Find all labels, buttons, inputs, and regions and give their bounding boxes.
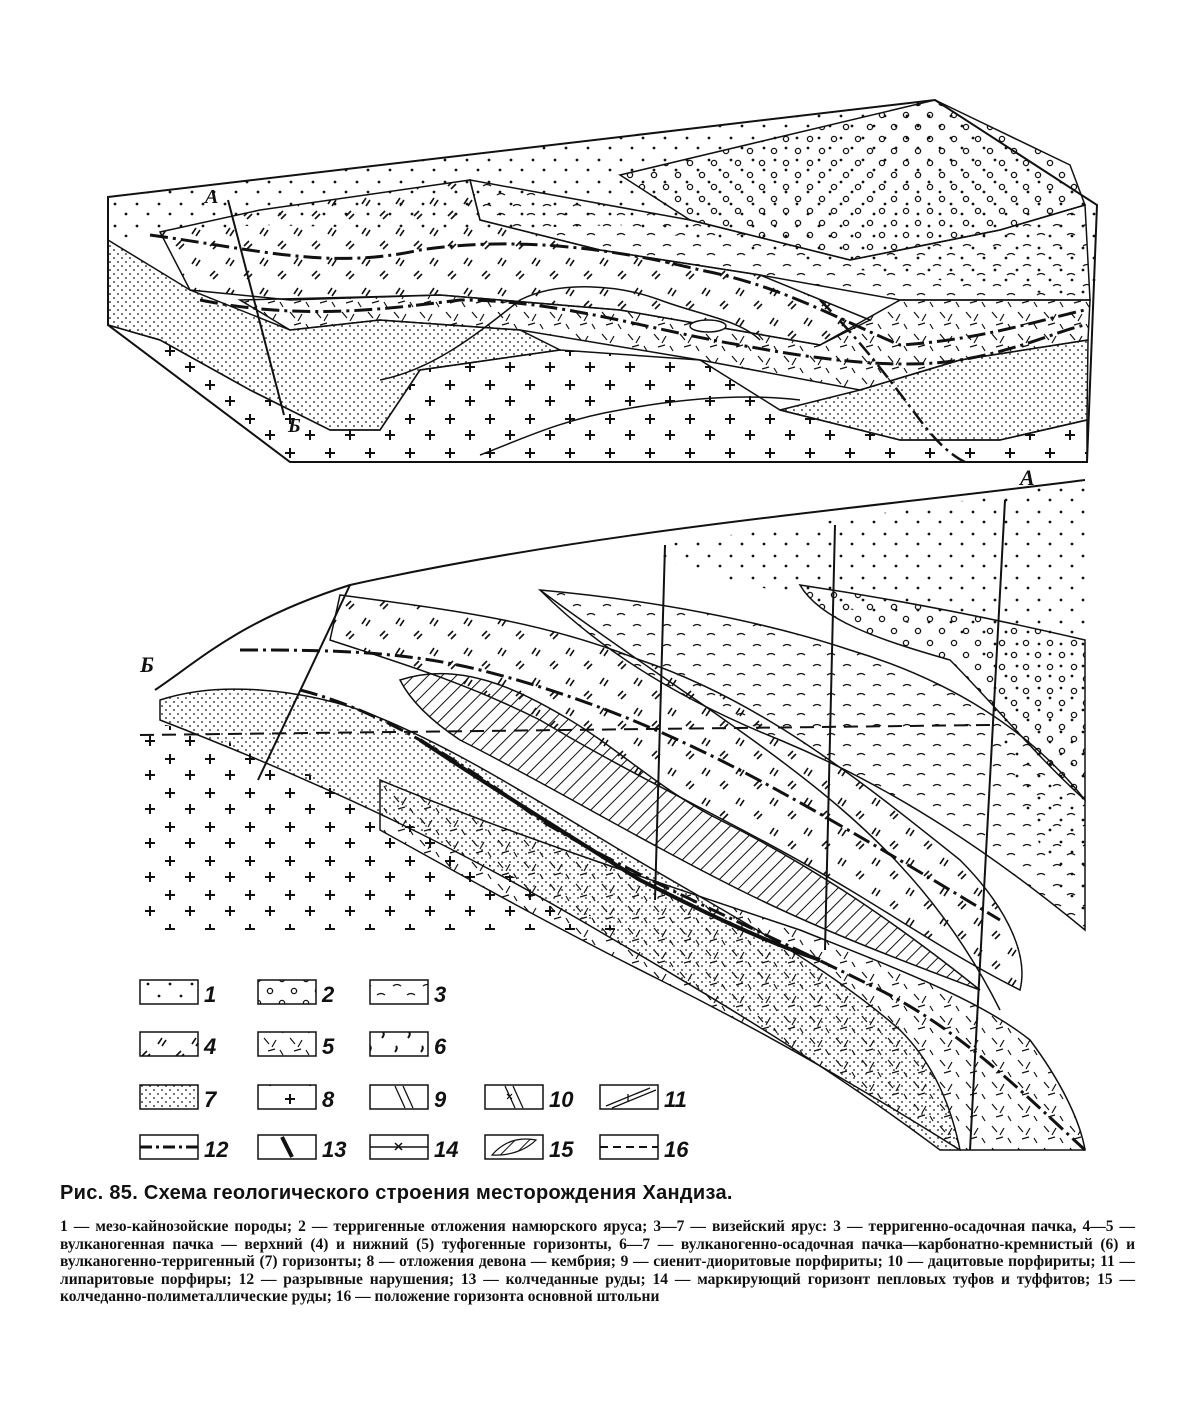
section-label-b: Б [140, 652, 154, 677]
legend-item-9 [370, 1085, 447, 1112]
legend-item-12 [140, 1135, 229, 1162]
legend-item-3 [370, 980, 446, 1007]
svg-text:4: 4 [204, 1034, 217, 1059]
svg-text:16: 16 [664, 1137, 689, 1162]
map-block [108, 100, 1097, 462]
legend-item-5 [258, 1032, 335, 1059]
map-label-b: Б [288, 415, 301, 437]
svg-text:2: 2 [322, 982, 335, 1007]
svg-text:7: 7 [204, 1087, 217, 1112]
legend-item-2 [258, 980, 335, 1007]
svg-text:8: 8 [322, 1087, 335, 1112]
legend-item-4 [140, 1032, 216, 1059]
svg-text:6: 6 [434, 1034, 447, 1059]
section-label-a: А [1020, 465, 1035, 490]
figure-caption: Рис. 85. Схема геологического строения месторождения Хандиза. [60, 1182, 733, 1204]
svg-text:15: 15 [549, 1137, 574, 1162]
legend-item-7 [140, 1085, 218, 1112]
legend-item-13 [258, 1135, 346, 1162]
legend [140, 980, 689, 1162]
svg-text:1: 1 [204, 982, 217, 1007]
legend-item-15 [485, 1135, 574, 1162]
svg-text:9: 9 [434, 1087, 447, 1112]
legend-item-16 [600, 1135, 689, 1162]
legend-item-10 [485, 1085, 574, 1112]
svg-text:14: 14 [434, 1137, 459, 1162]
svg-text:12: 12 [204, 1137, 229, 1162]
legend-item-1 [140, 980, 216, 1007]
svg-text:11: 11 [664, 1087, 687, 1112]
svg-text:3: 3 [434, 982, 447, 1007]
map-label-a: А [205, 186, 219, 208]
svg-text:5: 5 [322, 1034, 335, 1059]
legend-item-11 [600, 1085, 687, 1112]
legend-explanation: 1 — мезо-кайнозойские породы; 2 — терригенные отложения намюрского яруса; 3—7 — визейский ярус: 3 — терригенно-осадочная пачка, 4—5 — вулканогенная пачка — верхний (4) и нижний (5) туфогенные горизонты, 6—7 — вулканогенно-осадочная пачка—карбонатно-кремнистый (6) и вулканогенно-терригенный (7) горизонты; 8 — отложения девона — кембрия; 9 — сиенит-диоритовые порфириты; 10 — дацитовые порфириты; 11 — липаритовые порфиры; 12 — разрывные нарушения; 13 — колчеданные руды; 14 — маркирующий горизонт пепловых туфов и туффитов; 15 — колчеданно-полиметаллические руды; 16 — положение горизонта основной штольни [60, 1218, 1135, 1305]
legend-item-6 [370, 1032, 447, 1059]
map-lens [690, 320, 726, 332]
svg-text:13: 13 [322, 1137, 347, 1162]
legend-item-14 [370, 1135, 458, 1162]
legend-item-8 [258, 1085, 335, 1112]
svg-text:10: 10 [549, 1087, 574, 1112]
